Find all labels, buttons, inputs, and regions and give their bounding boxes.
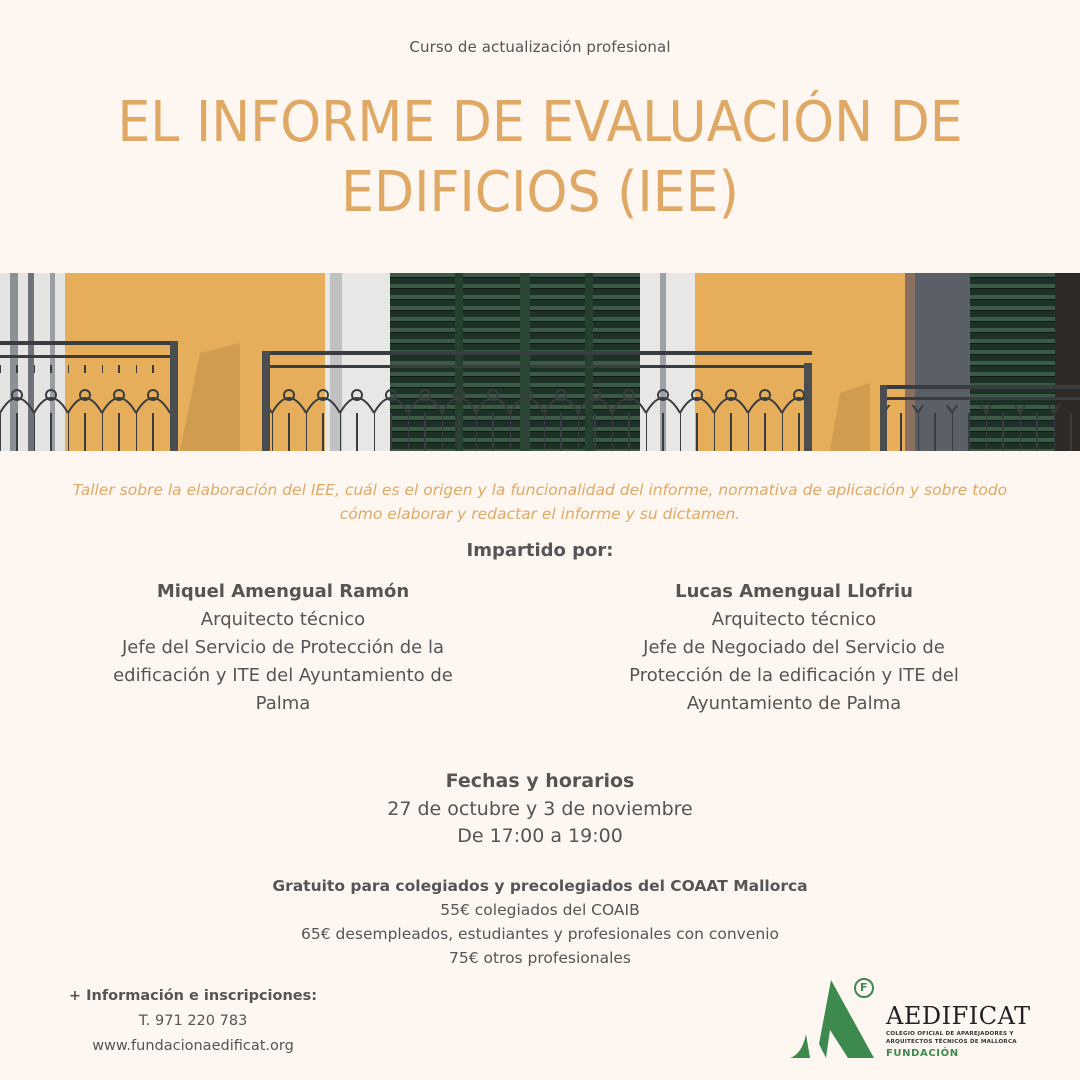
price-item: 65€ desempleados, estudiantes y profesionales con convenio: [300, 925, 779, 943]
description-line-1: Taller sobre la elaboración del IEE, cuál es el origen y la funcionalidad del informe, normativa de aplicación y sobre todo: [72, 481, 1008, 499]
logo-badge-letter: F: [860, 981, 868, 994]
description-line-2: cómo elaborar y redactar el informe y su dictamen.: [339, 505, 741, 523]
title-line-1: EL INFORME DE EVALUACIÓN DE: [117, 90, 963, 155]
logo-tagline: [886, 1030, 1017, 1046]
price-item: 55€ colegiados del COAIB: [440, 901, 640, 919]
speaker-card: [83, 578, 483, 718]
title-line-2: EDIFICIOS (IEE): [341, 160, 739, 225]
pricing-heading: Gratuito para colegiados y precolegiados del COAAT Mallorca: [272, 877, 808, 895]
speaker-role: Arquitecto técnico: [711, 609, 877, 630]
contact-heading: + Información e inscripciones:: [68, 988, 318, 1004]
speaker-role: Arquitecto técnico: [200, 609, 366, 630]
schedule-block: [0, 768, 1080, 851]
speaker-position-line: Protección de la edificación y ITE del: [629, 665, 959, 686]
schedule-heading: Fechas y horarios: [445, 770, 635, 792]
logo-tagline-line-1: COLEGIO OFICIAL DE APAREJADORES Y: [886, 1031, 1014, 1037]
logo-foundation-label: FUNDACIÓN: [886, 1048, 959, 1059]
course-description: [40, 478, 1040, 526]
speaker-position-line: edificación y ITE del Ayuntamiento de: [113, 665, 453, 686]
facade-photo: [0, 273, 1080, 451]
page-title: [38, 88, 1042, 228]
aedificat-a-mark-icon: [786, 972, 886, 1064]
schedule-hours: De 17:00 a 19:00: [457, 825, 623, 847]
contact-block: [68, 984, 318, 1059]
speaker-position-line: Ayuntamiento de Palma: [686, 693, 902, 714]
contact-phone[interactable]: T. 971 220 783: [138, 1013, 248, 1029]
speaker-name: Miquel Amengual Ramón: [156, 581, 410, 602]
logo-tagline-line-2: ARQUITECTOS TÉCNICOS DE MALLORCA: [886, 1039, 1017, 1045]
speaker-card: [594, 578, 994, 718]
speaker-position-line: Palma: [255, 693, 311, 714]
speaker-position-line: Jefe de Negociado del Servicio de: [643, 637, 945, 658]
course-subtitle: Curso de actualización profesional: [409, 38, 671, 56]
price-item: 75€ otros profesionales: [448, 949, 632, 967]
speaker-position-line: Jefe del Servicio de Protección de la: [121, 637, 445, 658]
speaker-name: Lucas Amengual Llofriu: [675, 581, 913, 602]
logo-wordmark: AEDIFICAT: [886, 1002, 1031, 1030]
speakers-heading: Impartido por:: [466, 540, 614, 561]
contact-website-link[interactable]: www.fundacionaedificat.org: [92, 1038, 294, 1054]
schedule-dates: 27 de octubre y 3 de noviembre: [387, 797, 693, 820]
aedificat-logo: [786, 972, 1031, 1064]
pricing-block: [0, 874, 1080, 970]
balcony-illustration: [0, 273, 1080, 451]
